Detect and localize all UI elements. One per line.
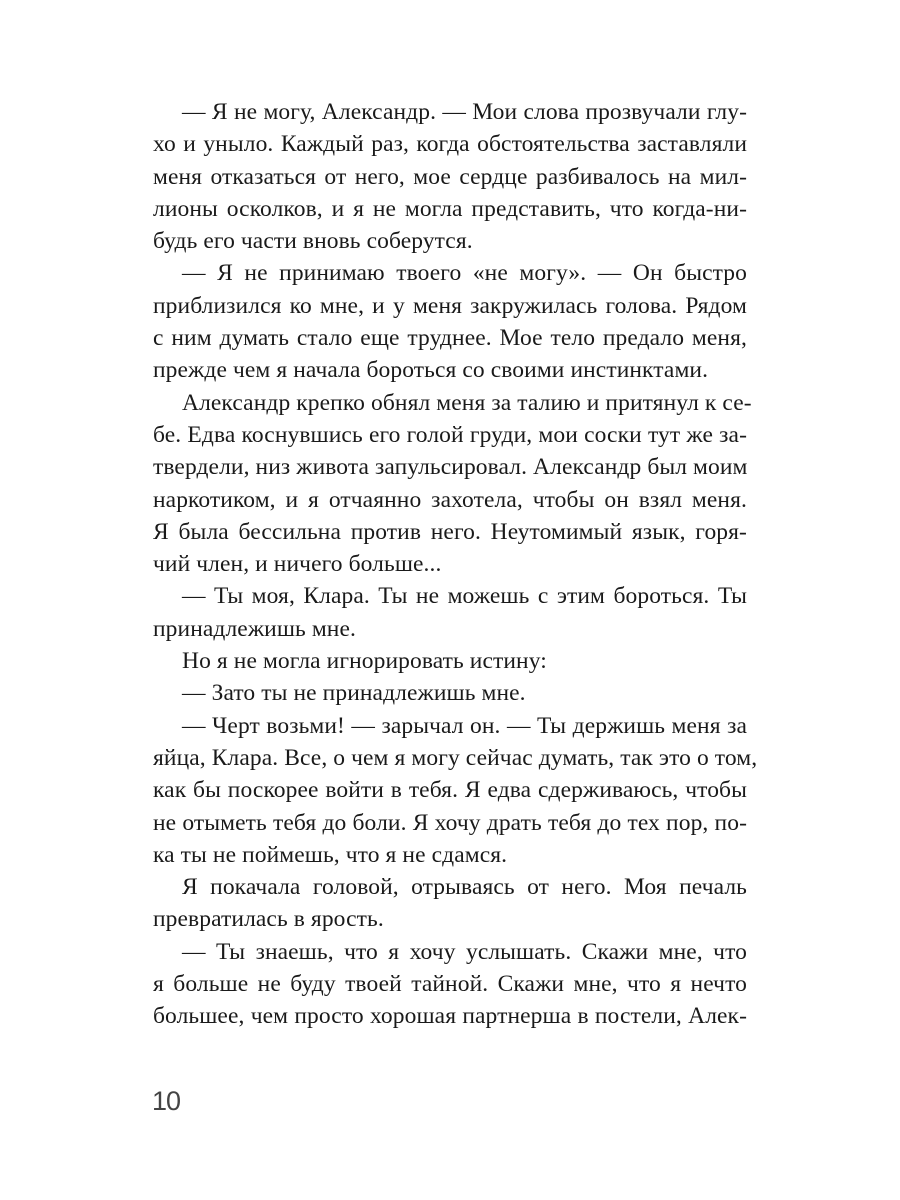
text-line: — Ты знаешь, что я хочу услышать. Скажи мне, что xyxy=(182,938,747,965)
text-line: не отыметь тебя до боли. Я хочу драть тебя до тех пор, по- xyxy=(153,809,747,836)
text-line: наркотиком, и я отчаянно захотела, чтобы он взял меня. xyxy=(153,486,747,513)
text-line: принадлежишь мне. xyxy=(153,615,356,642)
text-line: чий член, и ничего больше... xyxy=(153,551,442,578)
text-line: — Я не принимаю твоего «не могу». — Он быстро xyxy=(182,260,747,287)
text-line: будь его части вновь соберутся. xyxy=(153,228,473,255)
text-line: бе. Едва коснувшись его голой груди, мои соски тут же за- xyxy=(153,421,747,448)
text-line: Но я не могла игнорировать истину: xyxy=(182,648,547,675)
text-line: как бы поскорее войти в тебя. Я едва сдерживаюсь, чтобы xyxy=(153,777,747,804)
text-line: Я покачала головой, отрываясь от него. Моя печаль xyxy=(182,874,747,901)
text-line: Я была бессильна против него. Неутомимый язык, горя- xyxy=(153,518,747,545)
text-line: — Черт возьми! — зарычал он. — Ты держишь меня за xyxy=(182,712,747,739)
text-line: — Ты моя, Клара. Ты не можешь с этим бороться. Ты xyxy=(182,583,747,610)
text-line: превратилась в ярость. xyxy=(153,906,384,933)
text-line: — Я не могу, Александр. — Мои слова прозвучали глу- xyxy=(182,99,747,125)
text-line: твердели, низ живота запульсировал. Александр был моим xyxy=(153,454,748,481)
body-text xyxy=(153,96,758,1033)
text-line: яйца, Клара. Все, о чем я могу сейчас думать, так это о том, xyxy=(153,744,758,771)
text-line: с ним думать стало еще труднее. Мое тело предало меня, xyxy=(153,325,747,352)
text-line: Александр крепко обнял меня за талию и притянул к се- xyxy=(182,389,752,416)
text-line: меня отказаться от него, мое сердце разбивалось на мил- xyxy=(153,163,747,190)
text-line: я больше не буду твоей тайной. Скажи мне, что я нечто xyxy=(153,971,747,998)
text-line: — Зато ты не принадлежишь мне. xyxy=(182,680,526,707)
page-number: 10 xyxy=(152,1086,181,1116)
text-line: лионы осколков, и я не могла представить, что когда-ни- xyxy=(153,195,747,222)
text-line: хо и уныло. Каждый раз, когда обстоятельства заставляли xyxy=(153,131,747,158)
text-line: приблизился ко мне, и у меня закружилась голова. Рядом xyxy=(153,292,747,319)
text-line: прежде чем я начала бороться со своими инстинктами. xyxy=(153,357,709,384)
text-line: большее, чем просто хорошая партнерша в постели, Алек- xyxy=(153,1003,747,1030)
text-line: ка ты не поймешь, что я не сдамся. xyxy=(153,841,508,868)
